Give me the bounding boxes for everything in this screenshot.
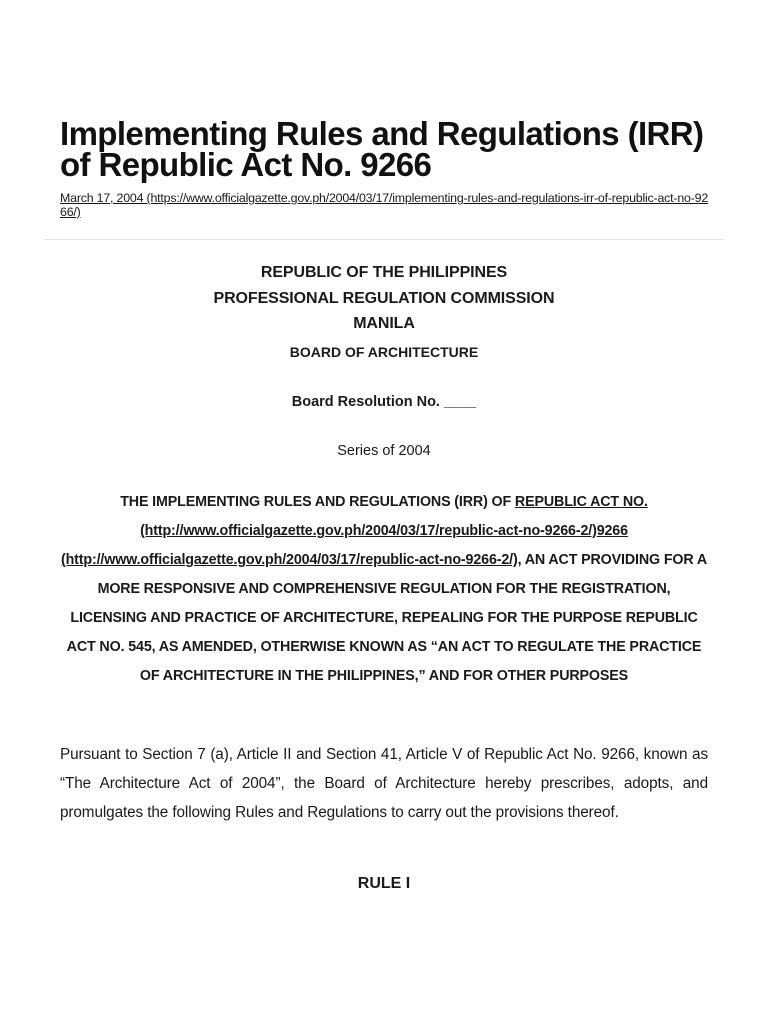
page-title: Implementing Rules and Regulations (IRR) of Republic Act No. 9266: [60, 115, 704, 183]
rule-heading: RULE I: [357, 875, 411, 892]
header-divider: [44, 239, 724, 240]
series-year: Series of 2004: [337, 443, 431, 459]
act-title-prefix: THE IMPLEMENTING RULES AND REGULATIONS (IRR) OF: [120, 494, 515, 510]
issuer-commission: PROFESSIONAL REGULATION COMMISSION: [213, 289, 555, 307]
act-title-suffix: , AN ACT PROVIDING FOR A MORE RESPONSIVE AND COMPREHENSIVE REGULATION FOR THE REGISTRATION, LICENSING AND PRACTICE OF ARCHITECTURE, REPEALING FOR THE PURPOSE REPUBLIC ACT NO. 545, AS AMENDED, OTHERWISE KNOWN AS “AN ACT TO REGULATE THE PRACTICE OF ARCHITECTURE IN THE PHILIPPINES,” AND FOR OTHER PURPOSES: [66, 552, 708, 684]
act-link-9266[interactable]: 9266 (http://www.officialgazette.gov.ph/2004/03/17/republic-act-no-9266-2/): [60, 523, 628, 568]
body-paragraph: Pursuant to Section 7 (a), Article II and Section 41, Article V of Republic Act No. 9266, known as “The Architecture Act of 2004”, the Board of Architecture hereby prescribes, adopts, and promulgates the following Rules and Regulations to carry out the provisions thereof.: [60, 746, 708, 821]
issuer-block: [60, 260, 708, 337]
issuer-country: REPUBLIC OF THE PHILIPPINES: [260, 264, 508, 281]
date-source-link[interactable]: March 17, 2004 (https://www.officialgazette.gov.ph/2004/03/17/implementing-rules-and-regulations-irr-of-republic-act-no-9266/): [60, 191, 709, 219]
act-link-republic-act[interactable]: REPUBLIC ACT NO. (http://www.officialgazette.gov.ph/2004/03/17/republic-act-no-9266-2/): [140, 494, 648, 539]
resolution-number: Board Resolution No. ____: [291, 394, 477, 410]
board-name: BOARD OF ARCHITECTURE: [289, 344, 479, 360]
act-title: [60, 488, 708, 691]
issuer-city: MANILA: [353, 315, 415, 332]
